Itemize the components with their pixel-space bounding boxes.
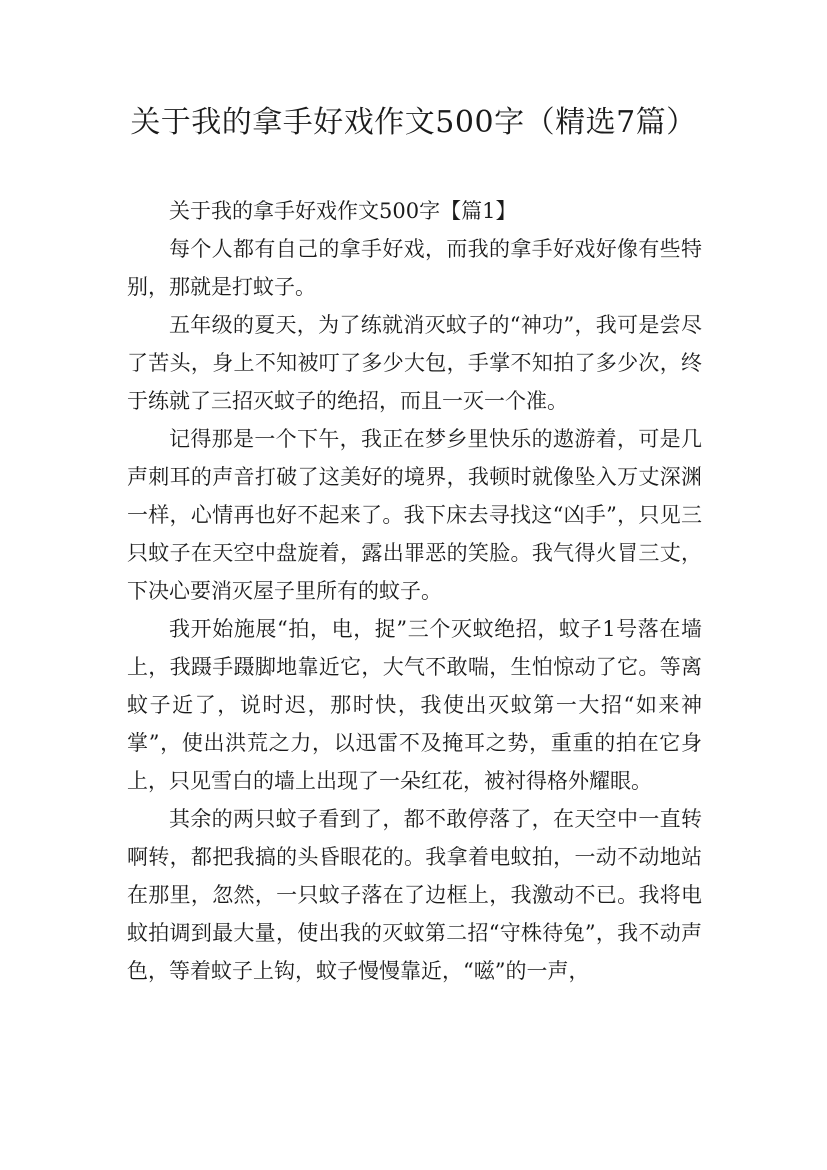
paragraph: 我开始施展“拍，电，捉”三个灭蚊绝招，蚊子1号落在墙上，我蹑手蹑脚地靠近它，大气不敢喘，生怕惊动了它。等离蚊子近了，说时迟，那时快，我使出灭蚊第一大招“如来神掌”，使出洪荒之力，以迅雷不及掩耳之势，重重的拍在它身上，只见雪白的墙上出现了一朵红花，被衬得格外耀眼。	[127, 617, 702, 793]
section-heading: 关于我的拿手好戏作文500字【篇1】	[169, 199, 517, 223]
paragraph: 五年级的夏天，为了练就消灭蚊子的“神功”，我可是尝尽了苦头，身上不知被叮了多少大包，手掌不知拍了多少次，终于练就了三招灭蚊子的绝招，而且一灭一个准。	[127, 313, 702, 413]
paragraph: 记得那是一个下午，我正在梦乡里快乐的遨游着，可是几声刺耳的声音打破了这美好的境界，我顿时就像坠入万丈深渊一样，心情再也好不起来了。我下床去寻找这“凶手”，只见三只蚊子在天空中盘旋着，露出罪恶的笑脸。我气得火冒三丈，下决心要消灭屋子里所有的蚊子。	[127, 427, 702, 603]
paragraph: 其余的两只蚊子看到了，都不敢停落了，在天空中一直转啊转，都把我搞的头昏眼花的。我拿着电蚊拍，一动不动地站在那里，忽然，一只蚊子落在了边框上，我激动不已。我将电蚊拍调到最大量，使出我的灭蚊第二招“守株待兔”，我不动声色，等着蚊子上钩，蚊子慢慢靠近，“嗞”的一声，	[127, 807, 702, 983]
paragraph: 每个人都有自己的拿手好戏，而我的拿手好戏好像有些特别，那就是打蚊子。	[127, 237, 702, 299]
document-body	[127, 192, 702, 990]
document-title: 关于我的拿手好戏作文500字（精选7篇）	[130, 105, 697, 140]
